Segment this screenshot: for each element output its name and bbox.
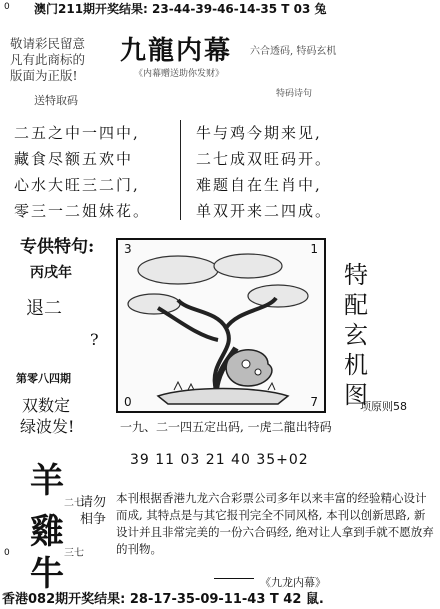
notice-sign: 送特取码 bbox=[34, 94, 78, 107]
macau-result-header: 澳门211期开奖结果: 23-44-39-46-14-35 T 03 兔 bbox=[34, 2, 327, 16]
zodiac-rooster: 雞 bbox=[30, 512, 64, 552]
question-mark: ? bbox=[90, 330, 99, 349]
poem-left-line-4: 零三一二姐妹花。 bbox=[14, 202, 151, 220]
corner-number: 7 bbox=[310, 395, 318, 409]
signature-dash bbox=[214, 578, 254, 579]
lucky-numbers: 39 11 03 21 40 35+02 bbox=[130, 452, 309, 468]
special-phrase-label: 专供特句: bbox=[20, 237, 95, 257]
brand-logo-title: 九龍内幕 bbox=[120, 36, 233, 66]
year-label: 丙戌年 bbox=[30, 265, 72, 281]
even-number-label: 双数定 bbox=[22, 396, 71, 415]
corner-mark: 0 bbox=[4, 548, 10, 558]
green-wave-label: 绿波发! bbox=[20, 417, 75, 436]
poem-left-line-1: 二五之中一四中, bbox=[14, 124, 140, 142]
zodiac-ox: 牛 bbox=[30, 554, 64, 594]
corner-number: 3 bbox=[124, 242, 132, 256]
poem-left-line-3: 心水大旺三二门, bbox=[14, 176, 140, 194]
corner-number: 1 bbox=[310, 242, 318, 256]
bonsai-illustration-frame bbox=[116, 238, 326, 413]
notice-line: 凡有此商标的 bbox=[10, 52, 86, 67]
dont-argue-text: 请勿相争 bbox=[80, 495, 107, 527]
item-number-label: 项原则58 bbox=[360, 400, 407, 413]
corner-mark: 0 bbox=[4, 2, 10, 12]
bonsai-tree-icon bbox=[118, 240, 324, 411]
poem-right-line-3: 难题自在生肖中, bbox=[196, 176, 322, 194]
hongkong-result-footer: 香港082期开奖结果: 28-17-35-09-11-43 T 42 鼠. bbox=[2, 592, 324, 607]
side-number: 三七 bbox=[64, 548, 84, 559]
notice-line: 敬请彩民留意 bbox=[10, 36, 86, 51]
mystery-chart-title: 特配玄机图 bbox=[344, 261, 368, 409]
poem-right-line-1: 牛与鸡今期来见, bbox=[196, 124, 322, 142]
side-number: 二七 bbox=[64, 498, 84, 509]
retreat-label: 退二 bbox=[26, 298, 62, 319]
authenticity-notice bbox=[10, 36, 85, 84]
brand-tagline-2: 特码诗句 bbox=[276, 89, 313, 99]
issue-label: 第零八四期 bbox=[16, 372, 71, 385]
publication-description: 本刊根据香港九龙六合彩票公司多年以来丰富的经验精心设计而成, 其特点是与其它报刊完全不同风格, 本刊以创新思路, 新设计并且非常完美的一份六合码经, 绝对让人拿到手就不愿放弃的刊物。 bbox=[116, 491, 434, 556]
zodiac-sheep: 羊 bbox=[30, 461, 64, 501]
poem-right-line-2: 二七成双旺码开。 bbox=[196, 150, 333, 168]
publication-signature: 《九龙内幕》 bbox=[260, 576, 326, 589]
brand-tagline: 《内幕赠送助你发财》 bbox=[134, 69, 225, 79]
corner-number: 0 bbox=[124, 395, 132, 409]
notice-line: 版面为正版! bbox=[10, 68, 78, 83]
brand-subtitle: 六合透码, 特码玄机 bbox=[250, 46, 337, 57]
hint-line: 一九、二一四五定出码, 一虎二龍出特码 bbox=[120, 420, 332, 434]
poem-divider bbox=[180, 120, 181, 220]
poem-right-line-4: 单双开来二四成。 bbox=[196, 202, 333, 220]
poem-left-line-2: 藏食尽额五欢中 bbox=[14, 150, 134, 168]
